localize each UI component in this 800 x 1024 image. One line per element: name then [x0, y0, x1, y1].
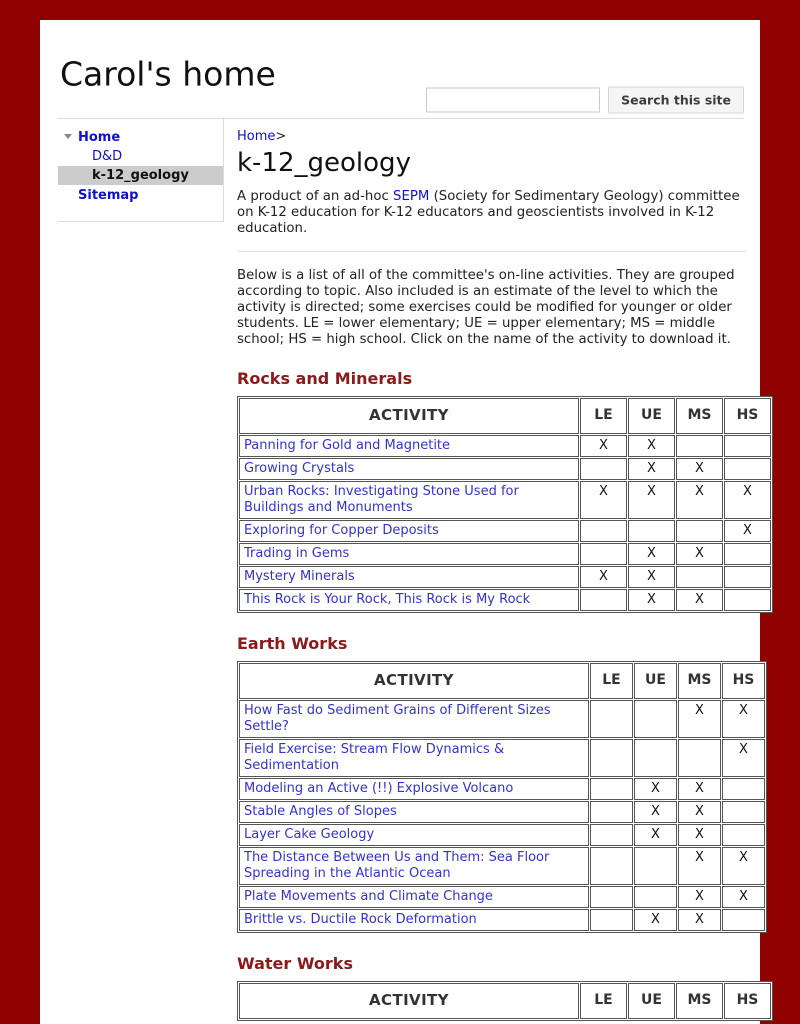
level-cell-ue: X — [628, 458, 675, 480]
activity-name-cell — [239, 909, 589, 931]
activity-name-cell — [239, 481, 579, 519]
level-cell-ue — [634, 700, 677, 738]
level-cell-hs: X — [722, 886, 765, 908]
activity-name-cell — [239, 566, 579, 588]
table-row — [239, 458, 771, 480]
level-cell-ue: X — [634, 909, 677, 931]
search-area — [426, 87, 744, 114]
breadcrumb-home-link[interactable]: Home — [237, 129, 276, 144]
level-cell-ue: X — [634, 801, 677, 823]
sidebar-item-k12-geology-label: k-12_geology — [92, 168, 189, 183]
breadcrumb-separator: > — [275, 129, 287, 144]
level-cell-hs: X — [724, 520, 771, 542]
header-le: LE — [580, 398, 627, 434]
header-hs: HS — [724, 398, 771, 434]
level-cell-ms: X — [678, 801, 721, 823]
activity-link[interactable]: Urban Rocks: Investigating Stone Used for Buildings and Monuments — [244, 484, 519, 515]
level-cell-ms: X — [678, 886, 721, 908]
activity-link[interactable]: Growing Crystals — [244, 461, 355, 476]
activity-table-earth-works — [237, 661, 767, 933]
table-row — [239, 566, 771, 588]
activity-table-water-works — [237, 981, 773, 1021]
search-button[interactable]: Search this site — [608, 87, 744, 114]
level-cell-ms: X — [678, 909, 721, 931]
level-cell-ue: X — [628, 566, 675, 588]
sidebar-item-sitemap-label: Sitemap — [78, 188, 139, 203]
level-cell-hs — [722, 801, 765, 823]
breadcrumb — [237, 129, 746, 145]
level-cell-le — [590, 700, 633, 738]
level-cell-ms: X — [678, 824, 721, 846]
activity-link[interactable]: Mystery Minerals — [244, 569, 355, 584]
sidebar-item-sitemap[interactable] — [58, 186, 223, 205]
header-hs: HS — [722, 663, 765, 699]
level-cell-ms — [678, 739, 721, 777]
header-activity: ACTIVITY — [239, 398, 579, 434]
table-body — [239, 435, 771, 611]
table-body — [239, 700, 765, 931]
level-cell-le — [590, 847, 633, 885]
level-cell-hs: X — [722, 739, 765, 777]
level-cell-le — [580, 589, 627, 611]
table-row — [239, 886, 765, 908]
activity-name-cell — [239, 739, 589, 777]
level-cell-ue — [634, 847, 677, 885]
table-row — [239, 481, 771, 519]
header-activity: ACTIVITY — [239, 663, 589, 699]
level-cell-hs — [722, 778, 765, 800]
activity-link[interactable]: Trading in Gems — [244, 546, 350, 561]
sidebar-item-home[interactable] — [58, 128, 223, 147]
level-cell-le — [590, 739, 633, 777]
sidebar-item-home-label: Home — [78, 130, 121, 145]
level-cell-le: X — [580, 481, 627, 519]
header-ue: UE — [628, 398, 675, 434]
level-cell-ms: X — [676, 458, 723, 480]
level-cell-hs: X — [722, 700, 765, 738]
activity-link[interactable]: The Distance Between Us and Them: Sea Floor Spreading in the Atlantic Ocean — [244, 850, 550, 881]
site-title: Carol's home — [60, 54, 276, 94]
page-title: k-12_geology — [237, 148, 411, 178]
level-cell-hs: X — [722, 847, 765, 885]
level-cell-ue — [634, 886, 677, 908]
activity-table-rocks-and-minerals — [237, 396, 773, 613]
table-header-row — [239, 398, 771, 434]
activity-link[interactable]: Modeling an Active (!!) Explosive Volcano — [244, 781, 514, 796]
activity-name-cell — [239, 589, 579, 611]
level-cell-le — [590, 886, 633, 908]
table-row — [239, 435, 771, 457]
chevron-down-icon[interactable] — [64, 134, 72, 139]
header-activity: ACTIVITY — [239, 983, 579, 1019]
activity-name-cell — [239, 543, 579, 565]
level-cell-ue — [634, 739, 677, 777]
level-cell-ue: X — [628, 589, 675, 611]
table-row — [239, 520, 771, 542]
level-cell-ue: X — [628, 543, 675, 565]
level-cell-ue: X — [634, 778, 677, 800]
activity-name-cell — [239, 824, 589, 846]
level-cell-hs — [722, 824, 765, 846]
level-cell-le — [590, 824, 633, 846]
level-cell-le — [590, 778, 633, 800]
activity-link[interactable]: Layer Cake Geology — [244, 827, 375, 842]
level-cell-le — [590, 801, 633, 823]
section-heading-rocks-and-minerals: Rocks and Minerals — [237, 369, 413, 388]
body-columns — [40, 119, 760, 1023]
search-input[interactable] — [426, 88, 600, 113]
activity-name-cell — [239, 700, 589, 738]
level-cell-ue: X — [628, 435, 675, 457]
description-paragraph: Below is a list of all of the committee's on-line activities. They are grouped according to topic. Also included is an estimate of the level to which the activity is directed; some exercises could be modified for younger or older students. LE = lower elementary; UE = upper elementary; MS = middle school; HS = high school. Click on the name of the activity to download it. — [237, 268, 735, 347]
activity-name-cell — [239, 801, 589, 823]
level-cell-ms: X — [678, 778, 721, 800]
level-cell-ms — [676, 520, 723, 542]
level-cell-ms: X — [676, 589, 723, 611]
sidebar-nav — [58, 119, 224, 222]
header-ms: MS — [676, 983, 723, 1019]
header-hs: HS — [724, 983, 771, 1019]
level-cell-ue: X — [628, 481, 675, 519]
header-le: LE — [590, 663, 633, 699]
activity-name-cell — [239, 458, 579, 480]
table-header-row — [239, 983, 771, 1019]
sepm-link[interactable]: SEPM — [393, 189, 430, 204]
level-cell-ms: X — [676, 543, 723, 565]
level-cell-le — [580, 543, 627, 565]
section-heading-earth-works: Earth Works — [237, 634, 348, 653]
header-ms: MS — [678, 663, 721, 699]
level-cell-ms — [676, 435, 723, 457]
intro-paragraph — [237, 189, 746, 237]
sidebar-item-dnd[interactable] — [58, 147, 223, 166]
level-cell-hs — [722, 909, 765, 931]
table-header-row — [239, 663, 765, 699]
intro-text-before: A product of an ad-hoc — [237, 189, 394, 204]
activity-link[interactable]: Plate Movements and Climate Change — [244, 889, 493, 904]
sidebar-item-dnd-label: D&D — [92, 149, 123, 164]
level-cell-ms: X — [676, 481, 723, 519]
level-cell-ms: X — [678, 700, 721, 738]
activity-link[interactable]: Brittle vs. Ductile Rock Deformation — [244, 912, 477, 927]
level-cell-hs — [724, 435, 771, 457]
activity-name-cell — [239, 435, 579, 457]
activity-name-cell — [239, 520, 579, 542]
level-cell-hs: X — [724, 481, 771, 519]
activity-link[interactable]: This Rock is Your Rock, This Rock is My Rock — [244, 592, 531, 607]
level-cell-ms — [676, 566, 723, 588]
level-cell-ue — [628, 520, 675, 542]
activity-name-cell — [239, 847, 589, 885]
activity-link[interactable]: Exploring for Copper Deposits — [244, 523, 439, 538]
level-cell-hs — [724, 589, 771, 611]
level-cell-hs — [724, 566, 771, 588]
level-cell-hs — [724, 458, 771, 480]
activity-name-cell — [239, 886, 589, 908]
table-row — [239, 778, 765, 800]
section-heading-water-works: Water Works — [237, 954, 353, 973]
activity-link[interactable]: Panning for Gold and Magnetite — [244, 438, 451, 453]
table-row — [239, 847, 765, 885]
table-row — [239, 909, 765, 931]
level-cell-ms: X — [678, 847, 721, 885]
header-le: LE — [580, 983, 627, 1019]
level-cell-hs — [724, 543, 771, 565]
level-cell-le — [580, 520, 627, 542]
header-ms: MS — [676, 398, 723, 434]
content-divider — [237, 251, 746, 252]
main-content — [224, 119, 760, 1023]
activity-link[interactable]: Field Exercise: Stream Flow Dynamics & Sedimentation — [244, 742, 505, 773]
activity-link[interactable]: Stable Angles of Slopes — [244, 804, 397, 819]
level-cell-ue: X — [634, 824, 677, 846]
site-header — [40, 20, 760, 118]
table-row — [239, 589, 771, 611]
table-row — [239, 824, 765, 846]
table-row — [239, 543, 771, 565]
level-cell-le: X — [580, 566, 627, 588]
level-cell-le: X — [580, 435, 627, 457]
table-row — [239, 700, 765, 738]
level-cell-le — [580, 458, 627, 480]
activity-link[interactable]: How Fast do Sediment Grains of Different Sizes Settle? — [244, 703, 551, 734]
table-row — [239, 801, 765, 823]
page-frame — [40, 20, 760, 1024]
level-cell-le — [590, 909, 633, 931]
activity-name-cell — [239, 778, 589, 800]
table-row — [239, 739, 765, 777]
header-ue: UE — [634, 663, 677, 699]
sidebar-item-k12-geology[interactable] — [58, 166, 223, 185]
intro-text-after: (Society for Sedimentary Geology) committee on K-12 education for K-12 educators and geoscientists involved in K-12 education. — [237, 189, 740, 236]
header-ue: UE — [628, 983, 675, 1019]
